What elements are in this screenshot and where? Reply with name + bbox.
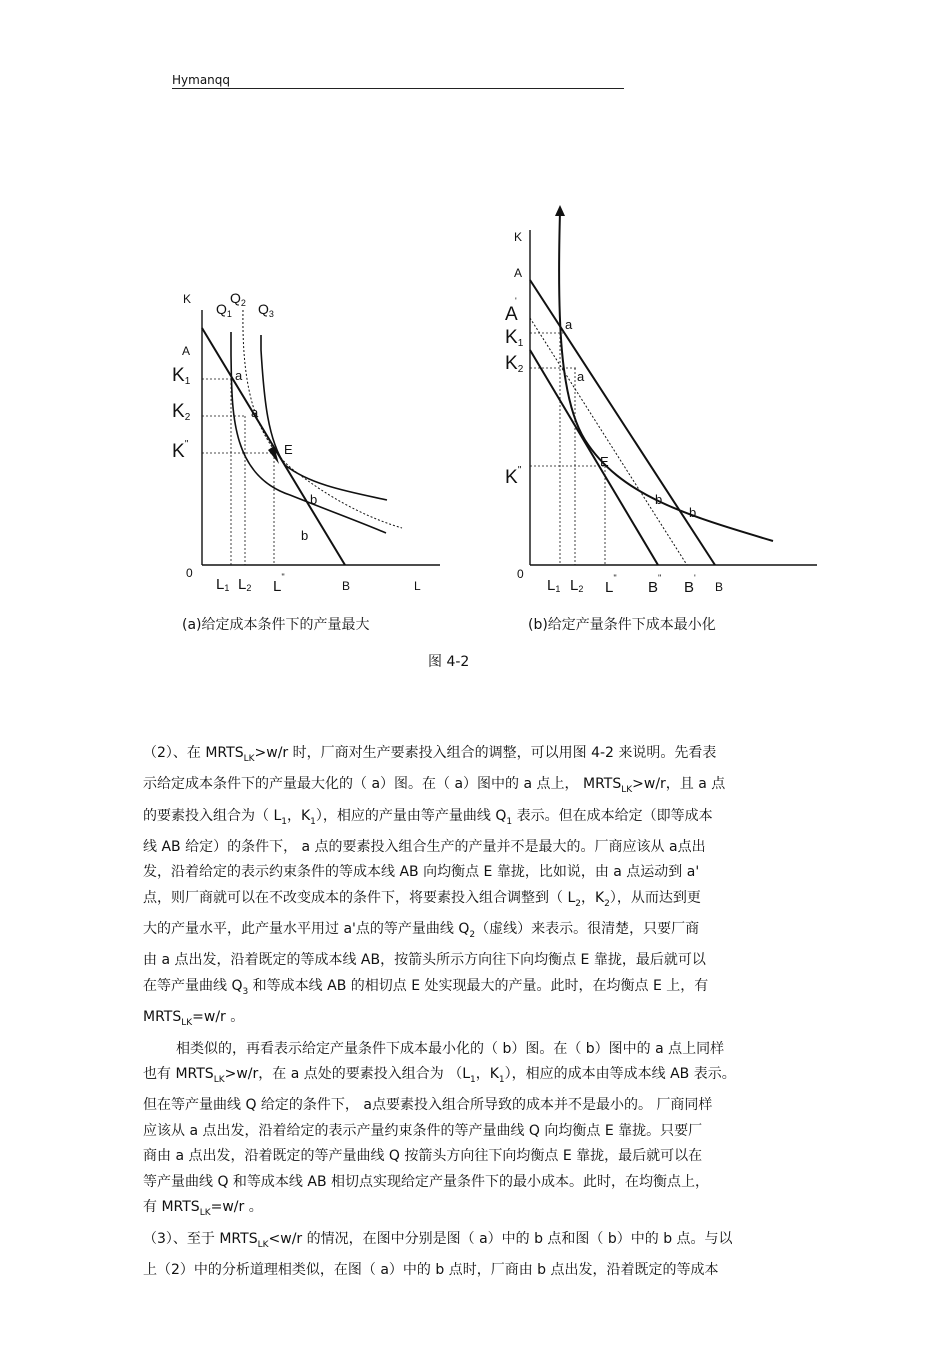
svg-text:L2: L2 [570, 577, 584, 594]
label-k-axis: K [514, 230, 523, 244]
label-l2: L [238, 576, 247, 593]
label-lpp: L [273, 578, 282, 595]
text-line: 由 a 点出发，沿着既定的等成本线 AB，按箭头所示方向往下向均衡点 E 靠拢，最后就可以 [143, 952, 706, 969]
svg-text:L'': L'' [605, 573, 617, 596]
svg-text:K'': K'' [172, 439, 189, 462]
svg-text:Q1: $Q_1$ [216, 301, 232, 319]
svg-text:': ' [515, 296, 517, 306]
label-q2: Q [230, 290, 241, 306]
svg-text:L2: L2 [238, 576, 252, 593]
label-l-axis: L [414, 579, 421, 593]
label-origin: 0 [517, 567, 524, 581]
label-a-axis: A [514, 266, 523, 280]
label-bpp: B [648, 579, 659, 596]
label-l1: L [216, 576, 225, 593]
page-header [172, 74, 624, 89]
label-b-axis: B [342, 579, 351, 593]
point-b-upper: b [310, 492, 318, 507]
svg-text:K1: K1 [505, 327, 524, 349]
text-line: 等产量曲线 Q 和等成本线 AB 相切点实现给定产量条件下的最小成本。此时，在均衡点上， [143, 1173, 709, 1190]
label-b-axis: B [715, 580, 724, 594]
isoquant-q3 [261, 335, 387, 500]
label-k2: K [505, 353, 518, 374]
point-b-left: b [655, 492, 663, 507]
text-line: 相类似的，再看表示给定产量条件下成本最小化的（ b）图。在（ b）图中的 a 点上同样 [176, 1040, 725, 1057]
point-a-prime: a [251, 405, 259, 420]
header-author: Hymanqq [172, 73, 231, 87]
label-a-axis: A [182, 344, 191, 358]
label-a-prime: A [505, 304, 518, 325]
text-line: （2）、在 $MRTS_{LK}>w/r$ 时，厂商对生产要素投入组合的调整，可以用图 4-2 来说明。先看表 [143, 745, 717, 764]
isocost-line-ab [530, 280, 715, 565]
svg-text:A [505, 304, 518, 325]
arrowhead-up-icon [555, 205, 565, 216]
body-text [143, 741, 808, 1283]
svg-text:Q3: $Q_3$ [258, 301, 274, 319]
label-l2: L [570, 577, 579, 594]
label-k1: K [172, 365, 185, 386]
text-line: 有 $MRTS_{LK}=w/r$ 。 [143, 1199, 263, 1219]
point-b-right: b [689, 505, 697, 520]
text-line: 上（2）中的分析道理相类似，在图（ a）中的 b 点时，厂商由 b 点出发，沿着既定的等成本 [143, 1261, 719, 1278]
isoquant-q [559, 212, 773, 541]
svg-text:L'': L'' [273, 572, 285, 595]
svg-text:B'': B'' [648, 573, 662, 596]
text-line: 线 AB 给定）的条件下， a 点的要素投入组合生产的产量并不是最大的。厂商应该从 a点出 [143, 838, 706, 855]
svg-text:B': B' [684, 573, 696, 596]
isocost-line-a-prime-b-prime [530, 318, 687, 565]
label-k-axis: K [183, 292, 192, 306]
figure-a-caption: (a)给定成本条件下的产量最大 [182, 617, 370, 633]
label-kpp: K [505, 467, 518, 488]
figure-number: 图 4-2 [428, 654, 470, 670]
svg-text:Q2: $Q_2$ [230, 290, 246, 308]
point-a: a [565, 317, 573, 332]
svg-text:L1: L1 [216, 576, 230, 593]
label-q3: Q [258, 301, 269, 317]
text-line: 也有 $MRTS_{LK}>w/r$，在 a 点处的要素投入组合为 （$L_1$，$K_1$），相应的成本由等成本线 AB 表示。 [143, 1066, 736, 1085]
text-line: 大的产量水平，此产量水平用过 a'点的等产量曲线 $Q_2$（虚线）来表示。很清楚，只要厂商 [143, 921, 700, 940]
figure-b-caption: (b)给定产量条件下成本最小化 [528, 617, 716, 633]
point-e: E [600, 454, 609, 469]
figure-a-diagram [160, 280, 450, 600]
svg-text:K2: K2 [505, 353, 524, 375]
svg-text:L1: L1 [547, 577, 561, 594]
text-line: 应该从 a 点出发，沿着给定的表示产量约束条件的等产量曲线 Q 向均衡点 E 靠拢。只要厂 [143, 1122, 703, 1139]
label-lpp: L [605, 579, 614, 596]
figure-b-diagram [495, 200, 825, 600]
svg-text:K1: K1 [172, 365, 191, 387]
text-line: 但在等产量曲线 Q 给定的条件下， a点要素投入组合所导致的成本并不是最小的。 厂商同样 [143, 1097, 713, 1114]
isocost-line-a-b-double-prime [530, 350, 658, 565]
svg-text:K2: K2 [172, 401, 191, 423]
text-line: $MRTS_{LK}=w/r$ 。 [143, 1009, 245, 1029]
label-k2: K [172, 401, 185, 422]
isoquant-q2-dashed [243, 310, 402, 528]
label-bp: B [684, 579, 695, 596]
label-kpp: K [172, 441, 185, 462]
point-b-lower: b [301, 528, 309, 543]
text-line: 示给定成本条件下的产量最大化的（ a）图。在（ a）图中的 a 点上， $MRTS_{LK}>w/r$，且 a 点 [143, 776, 726, 796]
text-line: 商由 a 点出发，沿着既定的等产量曲线 Q 按箭头方向往下向均衡点 E 靠拢，最后就可以在 [143, 1148, 703, 1165]
text-line: 发，沿着给定的表示约束条件的等成本线 AB 向均衡点 E 靠拢，比如说，由 a 点运动到 a' [143, 864, 700, 881]
label-origin: 0 [186, 566, 193, 580]
point-e: E [284, 442, 293, 457]
label-q1: Q [216, 301, 227, 317]
text-line: 在等产量曲线 $Q_3$ 和等成本线 AB 的相切点 E 处实现最大的产量。此时，在均衡点 E 上，有 [143, 977, 709, 997]
text-line: 的要素投入组合为（ $L_1$，$K_1$），相应的产量由等产量曲线 $Q_1$ 表示。但在成本给定（即等成本 [143, 807, 713, 827]
text-line: 点，则厂商就可以在不改变成本的条件下，将要素投入组合调整到（ $L_2$，$K_2$），从而达到更 [143, 889, 701, 909]
svg-text:K'': K'' [505, 465, 522, 488]
point-a: a [235, 368, 243, 383]
label-l1: L [547, 577, 556, 594]
isoquant-q1 [231, 332, 386, 533]
point-a-prime: a [577, 369, 585, 384]
label-k1: K [505, 327, 518, 348]
text-line: （3）、至于 $MRTS_{LK}<w/r$ 的情况，在图中分别是图（ a）中的 b 点和图（ b）中的 b 点。与以 [143, 1230, 733, 1250]
